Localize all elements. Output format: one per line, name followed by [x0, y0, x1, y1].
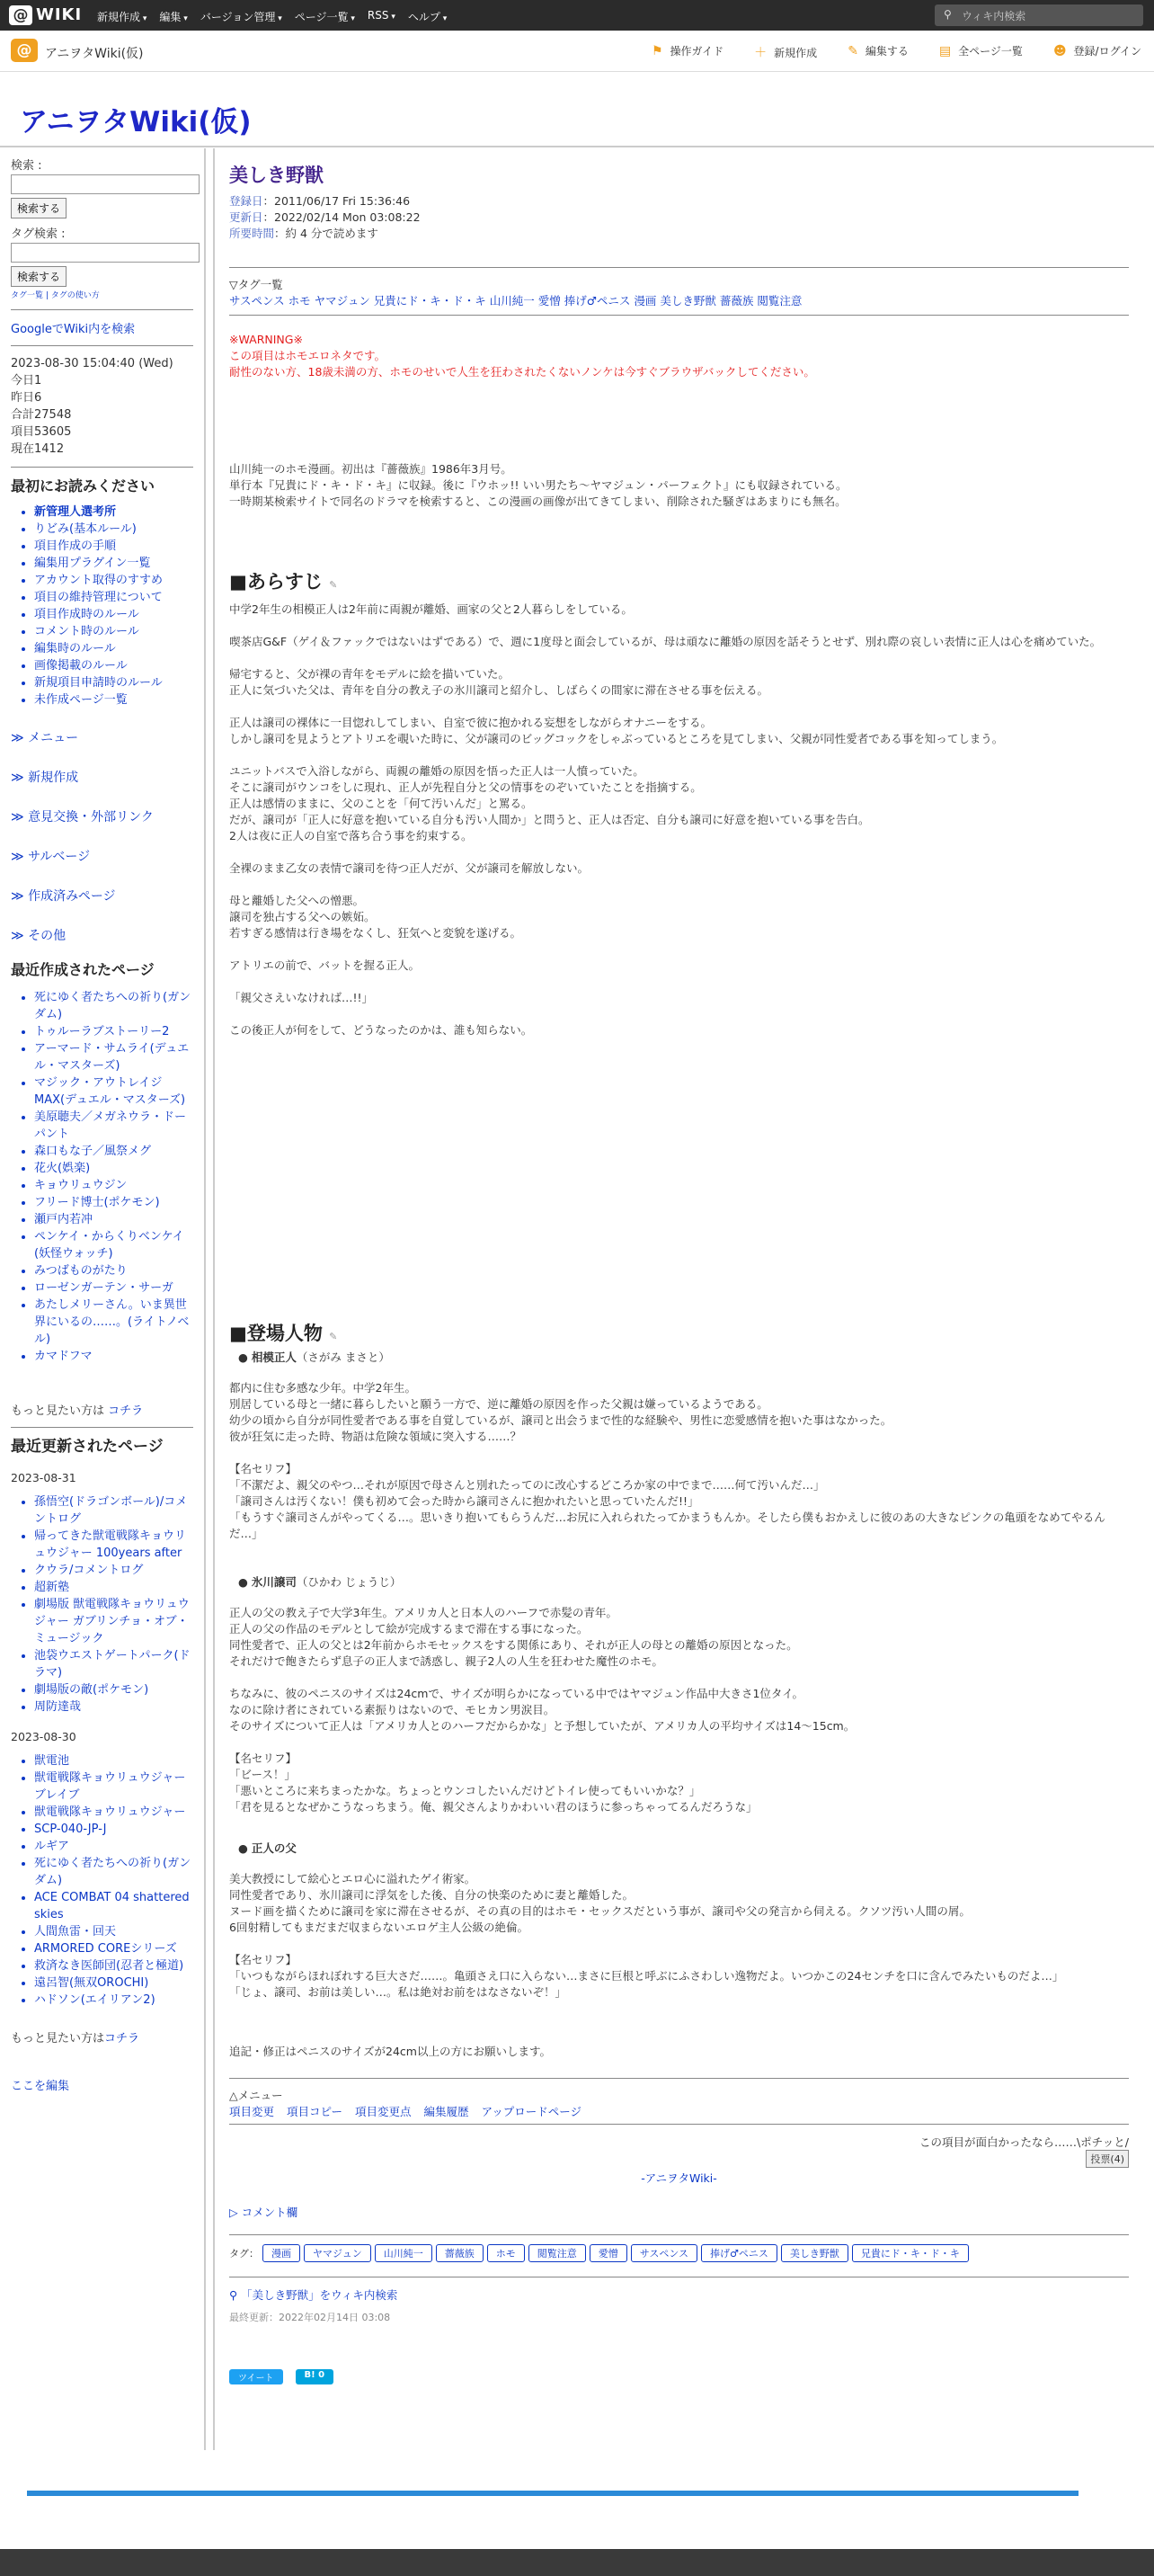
salvage-section-toggle[interactable]: ≫ サルベージ [11, 850, 91, 864]
text-line: 別居している母と一緒に暮らしたいと願う一方で、逆に離婚の原因を作った父親は嫌っているようである。 [229, 1397, 768, 1411]
list-item[interactable]: • 花火(娯楽) [34, 1160, 193, 1177]
site-banner [0, 72, 1154, 147]
list-item[interactable]: • 超新塾 [34, 1579, 193, 1596]
text-line: 正人は譲司の裸体に一目惚れしてしまい、自室で彼に抱かれる妄想をしながらオナニーをする。 [229, 716, 713, 729]
more-link[interactable]: コチラ [104, 2032, 140, 2046]
text-line [229, 1936, 1129, 1952]
text-line: 同性愛者であり、氷川譲司に浮気をした後、自分の快楽のために妻と離婚した。 [229, 1888, 635, 1902]
footer-bar [0, 2549, 1154, 2576]
list-item[interactable]: • ARMORED COREシリーズ [34, 1940, 193, 1957]
list-item[interactable]: • コメント時のルール [34, 623, 193, 640]
edit-icon[interactable]: ✎ [329, 579, 338, 591]
text-line [229, 974, 1129, 990]
list-item[interactable]: • ローゼンガーテン・サーガ [34, 1279, 193, 1297]
text-line: だが、譲司が「正人に好意を抱いている自分も汚い人間か」と問うと、正人は否定、自分も譲司に好意を抱いている事を告白。 [229, 813, 870, 826]
taglist-label: ▽タグ一覧 [229, 278, 283, 291]
text-line: ユニットバスで入浴しながら、両親の離婚の原因を悟った正人は一人憤っていた。 [229, 764, 644, 778]
text-line: 「親父さえいなければ…!!」 [229, 991, 374, 1004]
list-item[interactable]: • 森口もな子／風祭メグ [34, 1143, 193, 1160]
list-item[interactable]: • カマドフマ [34, 1348, 193, 1365]
updated-list-2 [34, 1752, 193, 2009]
text-line: 「ビース！」 [229, 1768, 296, 1781]
tag-button[interactable]: ホモ [487, 2244, 525, 2262]
text-line: 正人は感情のままに、父のことを「何て汚いんだ」と罵る。 [229, 797, 533, 810]
stat-total: 合計27548 [11, 408, 72, 422]
list-item[interactable]: • アカウント取得のすすめ [34, 572, 193, 589]
list-item[interactable]: • りどみ(基本ルール) [34, 521, 193, 538]
character-2: ● 氷川譲司（ひかわ じょうじ） 正人の父の教え子で大学3年生。アメリカ人と日本人のハーフで赤髪の青年。 正人の父の作品のモデルとして絵が完成するまで滞在する事になった。 同性愛者で、正人の父とは2年前からホモセックスをする関係にあり、それが正人の母との離婚の原因となった。 それだけで飽きたらず息子の正人まで誘惑し、親子2人の人生を狂わせた魔性のホモ。 ちなみに、彼のペニスのサイズは24cmで、サイズが明らかになっている中ではヤマジュン作品中大きさ1位タイ。 なのに除け者にされている素振りはないので、モヒカン男涙目。 そのサイズについて正人は「アメリカ人とのハーフだからかな」と予想していたが、アメリカ人の平均サイズは14〜15cm。 【名セリフ】 「ビース！」 「悪いところに来ちまったかな。ちょっとウンコしたいんだけどトイレ使ってもいいかな？」 「君を見るとなぜかこうなっちまう。俺、親父さんよりかわいい君のほうに参っちゃってるんだろうな」 [229, 1574, 1129, 1815]
text-line [229, 1006, 1129, 1022]
tag-button[interactable]: 美しき野獣 [781, 2244, 848, 2262]
list-item[interactable]: • 死にゆく者たちへの祈り(ガンダム) [34, 1855, 193, 1889]
tag-button[interactable]: 閲覧注意 [528, 2244, 586, 2262]
share-buttons [229, 2369, 1129, 2384]
list-item[interactable]: • アーマード・サムライ(デュエル・マスターズ) [34, 1040, 193, 1074]
first-read-heading: 最初にお読みください [11, 477, 155, 495]
all-pages-button[interactable]: ▤ 全ページ一覧 [938, 44, 1023, 58]
google-search-link[interactable]: GoogleでWiki内を検索 [11, 323, 136, 336]
list-item[interactable]: • あたしメリーさん。いま異世界にいるの……。(ライトノベル) [34, 1297, 193, 1348]
text-line: 「もうすぐ譲司さんがやってくる…。思いきり抱いてもらうんだ…お尻に入れられたってかまうもんか。そしたら僕もおかえしに彼のあの大きなピンクの亀頭をなめてやるんだ…」 [229, 1511, 1105, 1540]
search-label: 検索 : [11, 159, 42, 173]
text-line: そのサイズについて正人は「アメリカ人とのハーフだからかな」と予想していたが、アメリカ人の平均サイズは14〜15cm。 [229, 1719, 856, 1733]
text-line: 彼が狂気に走った時、物語は危険な領域に突入する……？ [229, 1430, 522, 1443]
text-line: 帰宅すると、父が裸の青年をモデルに絵を描いていた。 [229, 667, 510, 681]
edit-icon[interactable]: ✎ [329, 1331, 338, 1342]
recent-created-heading: 最近作成されたページ [11, 961, 155, 978]
list-item[interactable]: • 劇場版の敵(ポケモン) [34, 1681, 193, 1698]
menu-link-history[interactable]: 編集履歴 [423, 2105, 469, 2118]
stat-today: 今日1 [11, 374, 42, 388]
main-content [213, 148, 1141, 2450]
hatena-bookmark-button[interactable]: B! 0 [296, 2369, 334, 2384]
list-item[interactable]: • 周防達哉 [34, 1698, 193, 1716]
text-line: 2人は夜に正人の自室で落ち合う事を約束する。 [229, 829, 473, 842]
text-line: 母と離婚した父への憎悪。 [229, 894, 365, 907]
footer [0, 2491, 1154, 2576]
text-line: しかし譲司を見ようとアトリエを覗いた時に、父が譲司のビッグコックをしゃぶっているところを見てしまい、父親が同性愛者である事を知ってしまう。 [229, 732, 1004, 745]
warning-box: ※WARNING※ この項目はホモエロネタです。 耐性のない方、18歳未満の方、ホモのせいで人生を狂わされたくないノンケは今すぐブラウザバックしてください。 [229, 333, 815, 379]
text-line: ヌード画を描くために譲司を家に滞在させるが、その真の目的はホモ・セックスだという事が、譲司や父の発言から伺える。クソツ汚い人間の屑。 [229, 1904, 971, 1918]
site-actions [652, 43, 1141, 61]
text-line: 「悪いところに来ちまったかな。ちょっとウンコしたいんだけどトイレ使ってもいいかな？」 [229, 1784, 701, 1797]
opinion-section-toggle[interactable]: ≫ 意見交換・外部リンク [11, 810, 154, 824]
text-line: 【名セリフ】 [229, 1953, 297, 1966]
list-item[interactable]: • キョウリュウジン [34, 1177, 193, 1194]
wiki-search-link[interactable]: ⚲ 「美しき野獣」をウィキ内検索 [229, 2288, 398, 2302]
list-item[interactable]: • 劇場版 獣電戦隊キョウリュウジャー ガブリンチョ・オブ・ミュージック [34, 1596, 193, 1647]
list-item[interactable]: • ACE COMBAT 04 shattered skies [34, 1889, 193, 1923]
recent-created-list [34, 989, 193, 1365]
list-item[interactable]: • 池袋ウエストゲートパーク(ドラマ) [34, 1647, 193, 1681]
edit-sidebar-link[interactable]: ここを編集 [11, 2080, 70, 2093]
closing-note: 追記・修正はペニスのサイズが24cm以上の方にお願いします。 [229, 2045, 551, 2058]
new-section-toggle[interactable]: ≫ 新規作成 [11, 771, 79, 785]
list-item[interactable]: • 画像掲載のルール [34, 657, 193, 674]
text-line: 正人の父の教え子で大学3年生。アメリカ人と日本人のハーフで赤髪の青年。 [229, 1606, 617, 1619]
list-item[interactable]: • ペンケイ・からくりベンケイ(妖怪ウォッチ) [34, 1228, 193, 1262]
page-meta: 登録日：2011/06/17 Fri 15:36:46 更新日：2022/02/14 Mon 03:08:22 所要時間：約 4 分で読めます [229, 194, 421, 240]
list-item[interactable]: • トゥルーラブストーリー2 [34, 1023, 193, 1040]
text-line [229, 1734, 1129, 1751]
text-line: 【名セリフ】 [229, 1462, 297, 1475]
text-line: 若すぎる感情は行き場をなくし、狂気へと変貌を遂げる。 [229, 926, 522, 940]
text-line: 同性愛者で、正人の父とは2年前からホモセックスをする関係にあり、それが正人の母との離婚の原因となった。 [229, 1638, 798, 1652]
menu-new[interactable]: 新規作成 ▾ [97, 9, 146, 24]
text-line: アトリエの前で、バットを握る正人。 [229, 958, 421, 972]
tag-button[interactable]: サスペンス [631, 2244, 697, 2262]
text-line: 美大教授にして絵心とエロ心に溢れたゲイ術家。 [229, 1872, 476, 1885]
tag-buttons: タグ： 漫画 ヤマジュン 山川純一 薔薇族 ホモ 閲覧注意 愛憎 サスペンス 捧げ♂ペニス 美しき野獣 兄貴にド・キ・ド・キ [229, 2244, 1129, 2262]
wiki-search-input[interactable]: ⚲ ウィキ内検索 [935, 4, 1143, 26]
list-item[interactable]: • 編集時のルール [34, 640, 193, 657]
tag-search-input[interactable] [11, 243, 200, 263]
user-icon: ☻ [1052, 44, 1067, 58]
text-line [229, 747, 1129, 763]
list-item[interactable]: • 救済なき医師団(忍者と極道) [34, 1957, 193, 1974]
list-item[interactable]: • 帰ってきた獣電戦隊キョウリュウジャー 100years after [34, 1528, 193, 1562]
top-navigation-bar [0, 0, 1154, 31]
guide-button[interactable]: ⚑ 操作ガイド [651, 44, 724, 58]
text-line: 6回射精してもまだまだ収まらないエロゲ主人公級の絶倫。 [229, 1921, 528, 1934]
more-created: もっと見たい方は コチラ [11, 1404, 144, 1418]
more-updated: もっと見たい方はコチラ [11, 2032, 140, 2046]
sidebar [0, 148, 206, 2450]
text-line: 全裸のまま乙女の表情で譲司を待つ正人だが、父が譲司を解放しない。 [229, 861, 590, 875]
site-logo-icon[interactable]: @ [11, 39, 38, 62]
list-item[interactable]: • 死にゆく者たちへの祈り(ガンダム) [34, 989, 193, 1023]
stat-items: 項目53605 [11, 425, 72, 439]
list-item[interactable]: • マジック・アウトレイジMAX(デュエル・マスターズ) [34, 1074, 193, 1109]
edit-button[interactable]: ✎ 編集する [848, 44, 909, 58]
tag-button[interactable]: ヤマジュン [304, 2244, 371, 2262]
text-line: それだけで飽きたらず息子の正人まで誘惑し、親子2人の人生を狂わせた魔性のホモ。 [229, 1654, 663, 1668]
list-item[interactable]: • クウラ/コメントログ [34, 1562, 193, 1579]
list-item[interactable]: • 遠呂智(無双OROCHI) [34, 1974, 193, 1992]
list-item[interactable]: • ハドソン(エイリアン2) [34, 1992, 193, 2009]
menu-pages[interactable]: ページ一覧 ▾ [295, 9, 355, 24]
stat-yesterday: 昨日6 [11, 391, 42, 405]
banner-title[interactable]: アニヲタWiki(仮) [20, 106, 252, 138]
text-line [229, 699, 1129, 715]
new-page-button[interactable]: ＋ 新規作成 [754, 46, 818, 60]
page-menu: △メニュー 項目変更 項目コピー 項目変更点 編集履歴 アップロードページ [229, 2089, 581, 2118]
text-line [229, 618, 1129, 634]
last-updated: 最終更新：2022年02月14日 03:08 [229, 2312, 391, 2323]
list-item[interactable]: • 人間魚雷・回天 [34, 1923, 193, 1940]
site-title[interactable]: アニヲタWiki(仮) [45, 47, 144, 61]
wiki-name: -アニヲタWiki- [641, 2171, 717, 2185]
tag-button[interactable]: 漫画 [262, 2244, 300, 2262]
menu-link-upload[interactable]: アップロードページ [481, 2105, 581, 2118]
text-line: 【名セリフ】 [229, 1752, 297, 1765]
tag-button[interactable]: 愛憎 [590, 2244, 627, 2262]
list-item[interactable]: • 未作成ページ一覧 [34, 691, 193, 709]
text-line: 「いつもながらほれぼれする巨大さだ……。亀頭さえ口に入らない…まさに巨根と呼ぶにふさわしい逸物だよ。いつかこの24センチを口に含んでみたいものだよ…」 [229, 1969, 1064, 1983]
more-link[interactable]: コチラ [108, 1404, 144, 1418]
list-item[interactable]: • SCP-040-JP-J [34, 1821, 193, 1838]
top-menu [97, 9, 447, 24]
pencil-icon: ✎ [848, 44, 858, 58]
character-3: ● 正人の父 美大教授にして絵心とエロ心に溢れたゲイ術家。 同性愛者であり、氷川譲司に浮気をした後、自分の快楽のために妻と離婚した。 ヌード画を描くために譲司を家に滞在させるが、その真の目的はホモ・セックスだという事が、譲司や父の発言から伺える。クソツ汚い人間の屑。 6回射精してもまだまだ収まらないエロゲ主人公級の絶倫。 【名セリフ】 「いつもながらほれぼれする巨大さだ……。亀頭さえ口に入らない…まさに巨根と呼ぶにふさわしい逸物だよ。いつかこの24センチを口に含んでみたいものだよ…」 「じょ、譲司、お前は美しい…。私は絶対お前をはなさないぞ！」 [229, 1841, 1129, 2001]
tag-search-label: タグ検索 : [11, 227, 66, 241]
tag-button[interactable]: 山川純一 [375, 2244, 432, 2262]
text-line: 「じょ、譲司、お前は美しい…。私は絶対お前をはなさないぞ！」 [229, 1985, 567, 1999]
text-line: 中学2年生の相模正人は2年前に両親が離婚、画家の父と2人暮らしをしている。 [229, 602, 633, 616]
intro: 山川純一のホモ漫画。初出は『薔薇族』1986年3月号。 単行本『兄貴にド・キ・ド・キ』に収録。後に『ウホッ!! いい男たち〜ヤマジュン・パーフェクト』にも収録されている。 一時期某検索サイトで同名のドラマを検索すると、この漫画の画像が出てきてしまい、削除された騒ぎはあまりにも無名。 [229, 462, 848, 508]
text-line [229, 844, 1129, 860]
text-line: そこに譲司がウンコをしに現れ、正人が先程自分と父の情事をのぞいていたことを指摘する。 [229, 780, 702, 794]
guide-icon: ⚑ [651, 44, 663, 58]
sidebar-search-input[interactable] [11, 174, 200, 194]
wiki-logo-icon[interactable]: @ [9, 5, 32, 25]
text-line: 「不潔だよ、親父のやつ…それが原因で母さんと別れたってのに改心するどころか家の中でまで……何て汚いんだ…」 [229, 1478, 825, 1492]
list-item[interactable]: • 新規項目申請時のルール [34, 674, 193, 691]
list-item[interactable]: • みつばものがたり [34, 1262, 193, 1279]
text-line: 「君を見るとなぜかこうなっちまう。俺、親父さんよりかわいい君のほうに参っちゃってるんだろうな」 [229, 1800, 758, 1814]
list-item[interactable]: • 獣電戦隊キョウリュウジャーブレイブ [34, 1769, 193, 1804]
tag-button[interactable]: 捧げ♂ペニス [701, 2244, 777, 2262]
list-item[interactable]: • 項目作成時のルール [34, 606, 193, 623]
search-icon: ⚲ [944, 8, 952, 21]
other-section-toggle[interactable]: ≫ その他 [11, 929, 67, 943]
tags-line[interactable]: サスペンス ホモ ヤマジュン 兄貴にド・キ・ド・キ 山川純一 愛憎 捧げ♂ペニス 漫画 美しき野獣 薔薇族 閲覧注意 [229, 294, 803, 308]
list-item[interactable]: • ルギア [34, 1838, 193, 1855]
menu-rss[interactable]: RSS ▾ [368, 9, 395, 24]
text-line: 正人に気づいた父は、青年を自分の教え子の氷川譲司と紹介し、しばらくの間家に滞在させる事を伝える。 [229, 683, 769, 697]
page-title: 美しき野獣 [229, 165, 324, 186]
character-1: ● 相模正人（さがみ まさと） 都内に住む多感な少年。中学2年生。 別居している母と一緒に暮らしたいと願う一方で、逆に離婚の原因を作った父親は嫌っているようである。 幼少の頃から自分が同性愛者である事を自覚しているが、譲司と出会うまで性的な経験や、男性に恋愛感情を抱いた事はなかった。 彼が狂気に走った時、物語は危険な領域に突入する……？ 【名セリフ】 「不潔だよ、親父のやつ…それが原因で母さんと別れたってのに改心するどころか家の中でまで……何て汚いんだ…」 「譲司さんは汚くない！僕も初めて会った時から譲司さんに抱かれたいと思っていたんだ!!」 「もうすぐ譲司さんがやってくる…。思いきり抱いてもらうんだ…お尻に入れられたってかまうもんか。そしたら僕もおかえしに彼のあの大きなピンクの亀頭をなめてやるんだ…」 [229, 1350, 1129, 1542]
menu-version[interactable]: バージョン管理 ▾ [200, 9, 282, 24]
menu-section-toggle[interactable]: ≫ メニュー [11, 731, 79, 745]
stat-current: 現在1412 [11, 442, 65, 456]
updated-date-1: 2023-08-31 [11, 1471, 76, 1484]
list-item[interactable]: • 項目の維持管理について [34, 589, 193, 606]
menu-link-copy[interactable]: 項目コピー [287, 2105, 343, 2118]
text-line [229, 941, 1129, 958]
list-item[interactable]: • 項目作成の手順 [34, 538, 193, 555]
text-line: 幼少の頃から自分が同性愛者である事を自覚しているが、譲司と出会うまで性的な経験や、男性に恋愛感情を抱いた事はなかった。 [229, 1413, 892, 1427]
plot-heading: ■あらすじ ✎ [229, 571, 338, 593]
comment-toggle[interactable]: ▷ コメント欄 [229, 2206, 298, 2219]
first-read-list [34, 504, 193, 709]
list-item[interactable]: • フリード博士(ポケモン) [34, 1194, 193, 1211]
updated-list-1 [34, 1493, 193, 1716]
sidebar-search-button[interactable]: 検索する [11, 198, 67, 218]
menu-link-diff[interactable]: 項目変更点 [355, 2105, 412, 2118]
tag-button[interactable]: 薔薇族 [436, 2244, 484, 2262]
vote-area: この項目が面白かったなら……\ポチッと/ 投票(4) [229, 2134, 1129, 2168]
list-item[interactable]: • 美原聴夫／メガネウラ・ドーパント [34, 1109, 193, 1143]
list-item[interactable]: • 獣電戦隊キョウリュウジャー [34, 1804, 193, 1821]
plot-text [229, 602, 1129, 1038]
plus-icon: ＋ [754, 46, 768, 60]
recent-updated-heading: 最近更新されたページ [11, 1438, 164, 1456]
text-line: 「譲司さんは汚くない！僕も初めて会った時から譲司さんに抱かれたいと思っていたんだ!!」 [229, 1494, 699, 1508]
text-line: ちなみに、彼のペニスのサイズは24cmで、サイズが明らかになっている中ではヤマジュン作品中大きさ1位タイ。 [229, 1687, 804, 1700]
list-item[interactable]: • 獣電池 [34, 1752, 193, 1769]
tweet-button[interactable]: ツイート [229, 2369, 283, 2384]
text-line: 喫茶店G&F（ゲイ＆ファックではないはずである）で、週に1度母と面会しているが、母は頑なに離婚の原因を話そうとせず、別れ際の哀しい表情に正人は心を痛めていた。 [229, 635, 1102, 648]
wiki-logo-text[interactable]: WIKI [36, 5, 83, 24]
list-item[interactable]: • 孫悟空(ドラゴンボール)/コメントログ [34, 1493, 193, 1528]
updated-date-2: 2023-08-30 [11, 1730, 76, 1743]
tag-button[interactable]: 兄貴にド・キ・ド・キ [852, 2244, 969, 2262]
search-icon: ⚲ [229, 2288, 242, 2302]
tag-links[interactable]: タグ一覧 | タグの使い方 [11, 291, 100, 300]
tag-search-button[interactable]: 検索する [11, 266, 67, 287]
text-line: 正人の父の作品のモデルとして絵が完成するまで滞在する事になった。 [229, 1622, 589, 1636]
stat-datetime: 2023-08-30 15:04:40 (Wed) [11, 357, 173, 370]
created-section-toggle[interactable]: ≫ 作成済みページ [11, 889, 116, 904]
text-line [229, 1670, 1129, 1686]
list-item[interactable]: • 瀬戸内若冲 [34, 1211, 193, 1228]
vote-button[interactable]: 投票(4) [1086, 2150, 1129, 2168]
menu-link-change[interactable]: 項目変更 [229, 2105, 275, 2118]
menu-help[interactable]: ヘルプ ▾ [408, 9, 447, 24]
tag-list [229, 277, 1129, 309]
characters-heading: ■登場人物 ✎ [229, 1323, 338, 1344]
list-item[interactable]: • 新管理人選考所 [34, 504, 193, 521]
footer-accent-bar [27, 2491, 1079, 2496]
login-button[interactable]: ☻ 登録/ログイン [1052, 44, 1141, 58]
text-line [229, 877, 1129, 893]
site-header [0, 31, 1154, 72]
site-stats [11, 355, 193, 458]
document-icon: ▤ [938, 44, 952, 58]
text-line: 都内に住む多感な少年。中学2年生。 [229, 1381, 416, 1395]
menu-edit[interactable]: 編集 ▾ [159, 9, 187, 24]
text-line: この後正人が何をして、どうなったのかは、誰も知らない。 [229, 1023, 533, 1037]
text-line [229, 650, 1129, 666]
text-line: なのに除け者にされている素振りはないので、モヒカン男涙目。 [229, 1703, 555, 1716]
list-item[interactable]: • 編集用プラグイン一覧 [34, 555, 193, 572]
text-line [229, 1445, 1129, 1461]
text-line: 譲司を独占する父への嫉妬。 [229, 910, 376, 923]
